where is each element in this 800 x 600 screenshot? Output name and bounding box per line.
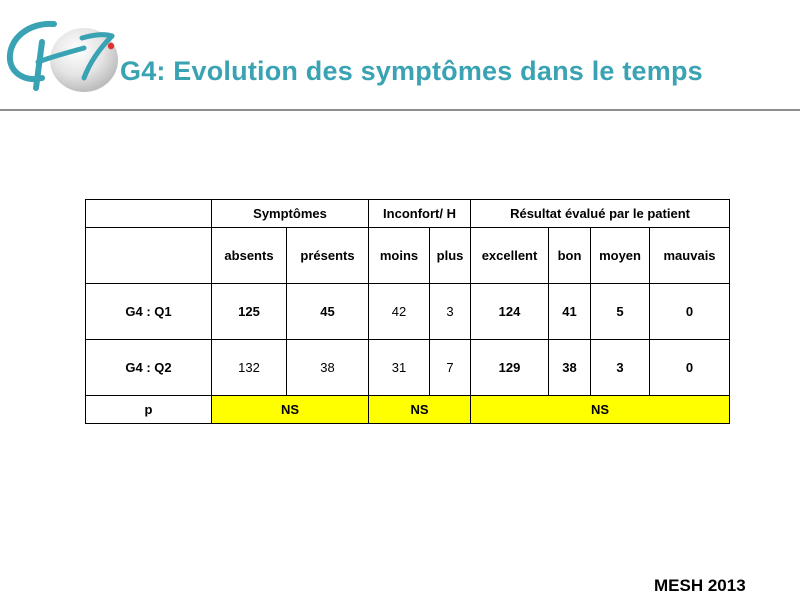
cell-mauvais: 0 <box>650 284 730 340</box>
p-resultat: NS <box>471 396 730 424</box>
cell-absents: 125 <box>212 284 287 340</box>
header-resultat: Résultat évalué par le patient <box>471 200 730 228</box>
symptoms-table <box>85 199 730 424</box>
cell-excellent: 124 <box>471 284 549 340</box>
footer-label: MESH 2013 <box>654 576 746 595</box>
subheader-presents: présents <box>287 228 369 284</box>
cell-presents: 45 <box>287 284 369 340</box>
table-row <box>86 284 730 340</box>
cell-bon: 38 <box>549 340 591 396</box>
p-inconfort: NS <box>369 396 471 424</box>
subheader-moins: moins <box>369 228 430 284</box>
row-label: G4 : Q1 <box>86 284 212 340</box>
cell-moyen: 3 <box>591 340 650 396</box>
cell-plus: 3 <box>430 284 471 340</box>
subheader-bon: bon <box>549 228 591 284</box>
p-label: p <box>86 396 212 424</box>
slide-title: G4: Evolution des symptômes dans le temps <box>120 56 703 86</box>
table-row <box>86 340 730 396</box>
cell-moins: 42 <box>369 284 430 340</box>
title-divider <box>0 109 800 111</box>
sub-header-row <box>86 228 730 284</box>
p-symptomes: NS <box>212 396 369 424</box>
cell-moyen: 5 <box>591 284 650 340</box>
p-value-row <box>86 396 730 424</box>
group-header-row <box>86 200 730 228</box>
header-inconfort: Inconfort/ H <box>369 200 471 228</box>
hospital-logo-icon <box>2 12 120 94</box>
subheader-moyen: moyen <box>591 228 650 284</box>
cell-presents: 38 <box>287 340 369 396</box>
cell-moins: 31 <box>369 340 430 396</box>
subheader-mauvais: mauvais <box>650 228 730 284</box>
header-symptomes: Symptômes <box>212 200 369 228</box>
subheader-absents: absents <box>212 228 287 284</box>
empty-label-cell <box>86 228 212 284</box>
subheader-plus: plus <box>430 228 471 284</box>
cell-plus: 7 <box>430 340 471 396</box>
subheader-excellent: excellent <box>471 228 549 284</box>
cell-excellent: 129 <box>471 340 549 396</box>
cell-absents: 132 <box>212 340 287 396</box>
row-label: G4 : Q2 <box>86 340 212 396</box>
cell-bon: 41 <box>549 284 591 340</box>
corner-cell <box>86 200 212 228</box>
cell-mauvais: 0 <box>650 340 730 396</box>
